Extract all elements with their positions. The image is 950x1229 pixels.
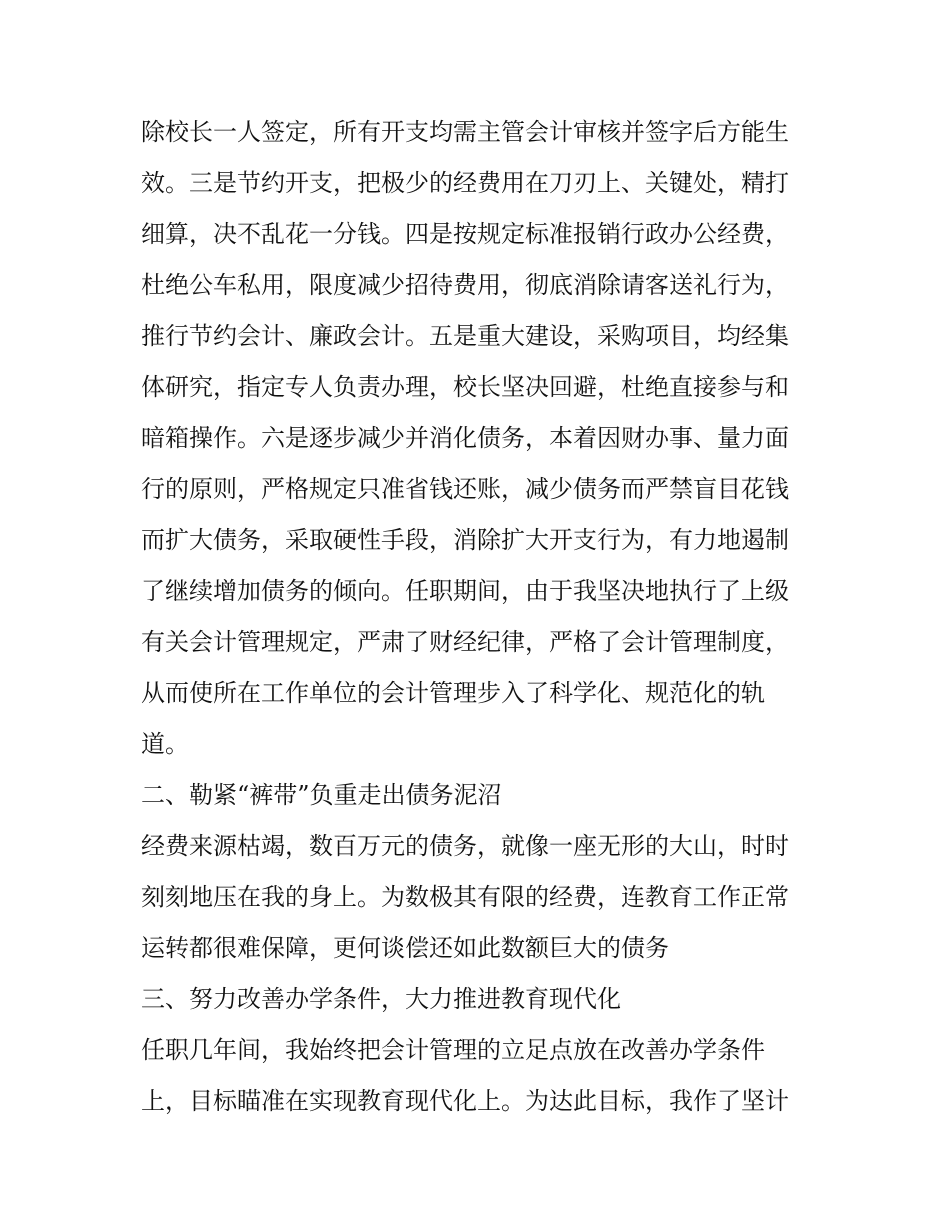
- paragraph-line: 体研究，指定专人负责办理，校长坚决回避，杜绝直接参与和: [141, 373, 789, 401]
- paragraph-line: 刻刻地压在我的身上。为数极其有限的经费，连教育工作正常: [141, 883, 789, 911]
- paragraph-line: 行的原则，严格规定只准省钱还账，减少债务而严禁盲目花钱: [141, 475, 789, 503]
- paragraph-line: 道。: [141, 730, 189, 758]
- paragraph-line: 杜绝公车私用，限度减少招待费用，彻底消除请客送礼行为，: [141, 271, 789, 299]
- paragraph-line: 细算，决不乱花一分钱。四是按规定标准报销行政办公经费，: [141, 220, 789, 248]
- paragraph-line: 除校长一人签定，所有开支均需主管会计审核并签字后方能生: [141, 118, 789, 146]
- paragraph-line: 经费来源枯竭，数百万元的债务，就像一座无形的大山，时时: [141, 832, 789, 860]
- paragraph-line: 而扩大债务，采取硬性手段，消除扩大开支行为，有力地遏制: [141, 526, 789, 554]
- document-body: [141, 107, 821, 1127]
- paragraph-line: 暗箱操作。六是逐步减少并消化债务，本着因财办事、量力面: [141, 424, 789, 452]
- section-heading-3: 三、努力改善办学条件，大力推进教育现代化: [141, 985, 621, 1013]
- paragraph-line: 上，目标瞄准在实现教育现代化上。为达此目标，我作了坚计: [141, 1087, 789, 1115]
- paragraph-line: 运转都很难保障，更何谈偿还如此数额巨大的债务: [141, 934, 669, 962]
- paragraph-line: 有关会计管理规定，严肃了财经纪律，严格了会计管理制度，: [141, 628, 789, 656]
- paragraph-line: 了继续增加债务的倾向。任职期间，由于我坚决地执行了上级: [141, 577, 789, 605]
- section-heading-2: 二、勒紧“裤带”负重走出债务泥沼: [141, 781, 502, 809]
- paragraph-line: 从而使所在工作单位的会计管理步入了科学化、规范化的轨: [141, 679, 765, 707]
- paragraph-line: 效。三是节约开支，把极少的经费用在刀刃上、关键处，精打: [141, 169, 789, 197]
- paragraph-line: 推行节约会计、廉政会计。五是重大建设，采购项目，均经集: [141, 322, 789, 350]
- paragraph-line: 任职几年间，我始终把会计管理的立足点放在改善办学条件: [141, 1036, 765, 1064]
